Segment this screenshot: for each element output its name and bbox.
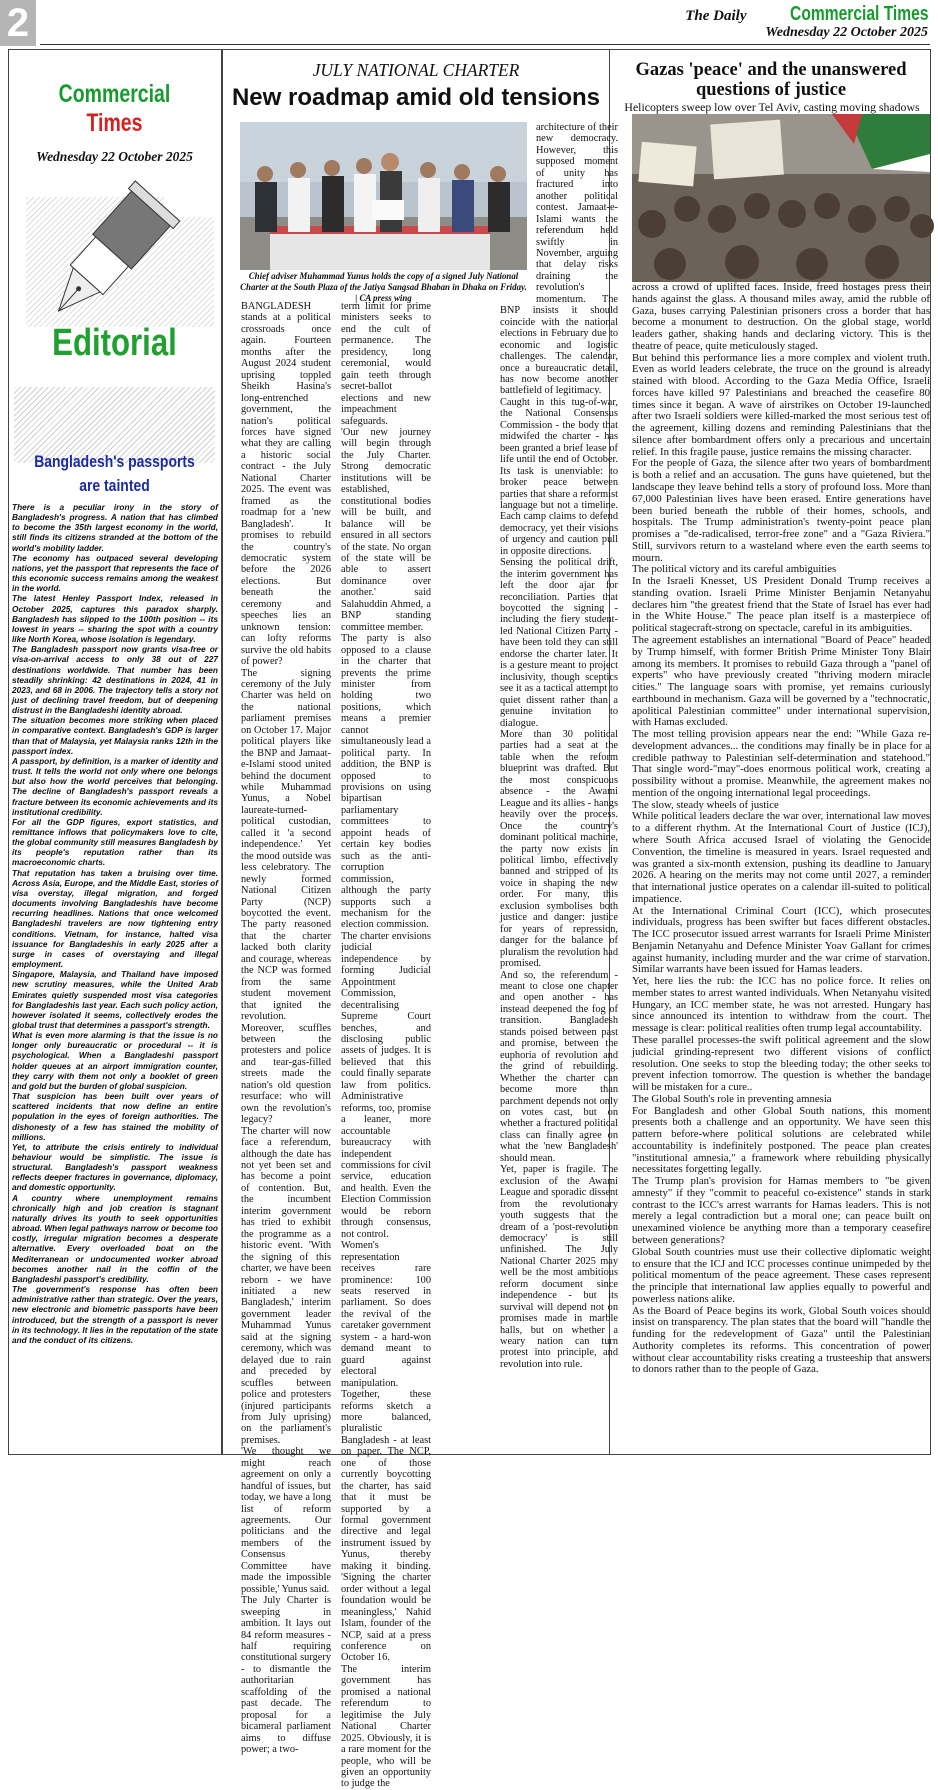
subheading: The Global South's role in preventing amnesia: [632, 1092, 832, 1105]
paragraph: Women's representation receives rare prominence: 100 seats reserved in parliament. So does the revival of the caretaker government system - a hard-won demand meant to guard against electoral manipulation. Together, these reforms sketch a more balanced, pluralistic Bangladesh - at least on paper. The NCP, one of those currently boycotting the charter, has said that it must be supported by a formal government directive and legal instrument issued by Yunus, thereby making it binding. 'Signing the charter order without a legal foundation would be meaningless,' Nahid Islam, founder of the NCP, said at a press conference on October 16.: [341, 1240, 431, 1664]
paragraph: The agreement establishes an international "Board of Peace" headed by Trump himself, with former British Prime Minister Tony Blair among its members. It promises to rebuild Gaza through a "panel of experts" who have previously created "thriving modern miracle cities." The language soars with promise, yet remains curiously earthbound in mechanism. Gaza will be governed by a "technocratic, apolitical Palestinian committee" under international supervision, with Hamas excluded.: [632, 633, 930, 729]
paragraph: The economy has outpaced several developing nations, yet the passport that represents the face of this economic success remains among the weakest in the world.: [12, 552, 218, 594]
paragraph: For all the GDP figures, export statistics, and remittance inflows that policymakers love to cite, the global community still measures Bangladesh by its people's reputation rather than its macroeconomic charts.: [12, 816, 218, 868]
paragraph: The latest Henley Passport Index, released in October 2025, captures this paradox sharply. Bangladesh has slipped to the 100th position -- its lowest in years -- sharing the spot with a country like North Korea, whose isolation is legendary.: [12, 593, 218, 645]
paragraph: The Bangladesh passport now grants visa-free or visa-on-arrival access to only 38 out of 227 destinations worldwide. That number has been steadily shrinking: 42 destinations in 2024, 41 in 2023, and 68 in 2006. The trajectory tells a story not just of declining travel freedom, but of deepening distrust in the Bangladeshi identity abroad.: [12, 644, 218, 716]
paragraph: For the people of Gaza, the silence after two years of bombardment is both a relief and an accusation. The guns have quietened, but the landscape they leave behind tells a story of profound loss. More than 67,000 Palestinian lives have been erased. Entire generations have been buried beneath the rubble of their homes, schools, and hospitals. The Trump administration's twenty-point peace plan promises a "de-radicalised, terror-free zone" and a "Gaza Riviera." Still, survivors return to a wasteland where even the earth seems to mourn.: [632, 457, 930, 564]
paragraph: At the International Criminal Court (ICC), which prosecutes individuals, progress has been swifter but faces different obstacles. The ICC prosecutor issued arrest warrants for Israeli Prime Minister Benjamin Netanyahu and Defence Minister Yoav Gallant for crimes against humanity, including murder and the war crime of starvation. Similar warrants have been issued for Hamas leaders.: [632, 904, 930, 976]
paragraph: Yet, to attribute the crisis entirely to individual behaviour would be simplistic. The issue is structural. Bangladesh's passport weakness reflects deeper fractures in governance, diplomacy, and domestic opportunity.: [12, 1141, 218, 1193]
paragraph: The situation becomes more striking when placed in comparative context. Bangladesh's GDP is larger than that of Malaysia, yet Malaysia ranks 12th in the passport index.: [12, 715, 218, 756]
article-kicker: JULY NATIONAL CHARTER: [312, 60, 520, 80]
photo-caption: Chief adviser Muhammad Yunus holds the copy of a signed July National Charter at the South Plaza of the Jatiya Sangsad Bhaban in Dhaka on Friday. | CA press wing: [240, 271, 527, 303]
paragraph: The interim government has promised a national referendum to legitimise the July National Charter 2025. Obviously, it is a rare moment for the people, who will be given an opportunity to judge the: [341, 1663, 431, 1790]
editorial-logo: [33, 80, 196, 138]
gaza-article-lead-line: Helicopters sweep low over Tel Aviv, casting moving shadows: [624, 100, 920, 114]
paragraph: 'Our new journey will begin through the July Charter. Strong democratic institutions will be established, constitutional bodies will be built, and balance will be ensured in all sectors of the state. No organ of the state will be able to assert dominance over another.' said Salahuddin Ahmed, a BNP standing committee member.: [341, 426, 431, 633]
masthead: [685, 3, 928, 26]
editorial-headline: [29, 450, 200, 498]
paragraph: More than 30 political parties had a seat at the table when the reform blueprint was drafted. But the most conspicuous absence - the Awami League and its allies - hangs heavily over the process. Once the country's dominant political machine, the party now exists in political limbo, effectively banned and stripped of its voice in shaping the new order. For many, this exclusion symbolises both justice and danger: justice for years of repression, danger for the balance of pluralism the revolution had promised.: [500, 729, 618, 970]
masthead-date: Wednesday 22 October 2025: [765, 25, 928, 40]
paragraph: That reputation has taken a bruising over time. Across Asia, Europe, and the Middle East, stories of visa overstay, illegal migration, and forged documents involving Bangladeshis have become recurring headlines. Nations that once welcomed Bangladeshi travelers are now tightening entry conditions. Vietnam, for instance, halted visa issuance for Bangladeshis in early 2025 after a surge in cases of overstaying and illegal employment.: [12, 867, 218, 970]
subheading: The political victory and its careful ambiguities: [632, 563, 837, 576]
page-number: 2: [0, 0, 36, 46]
photo-wrap-spacer: [500, 122, 536, 294]
paragraph: The charter envisions judicial independence by forming Judicial Appointment Commission, decentralising Supreme Court benches, and disclosing public assets of judges. It is believed that this could finally separate law from politics. Administrative reforms, too, promise a leaner, more accountable bureaucracy with independent commissions for civil service, education and health. Even the Election Commission would be reborn through consensus, not control.: [341, 930, 431, 1240]
masthead-the-daily: The Daily: [685, 8, 747, 24]
paragraph: Yet, here lies the rub: the ICC has no police force. It relies on member states to arrest wanted individuals. When Netanyahu visited Hungary, an ICC member state, he was not arrested. Hungary has since announced its intention to withdraw from the court. The message is clear: political realities often trump legal accountability.: [632, 975, 930, 1035]
editorial-column: [10, 52, 219, 1452]
paragraph: Sensing the political drift, the interim government has left the door ajar for reconciliation. Parties that boycotted the signing - including the fiery student-led National Citizen Party - have been told they can still endorse the charter later. It is a gesture meant to project inclusivity, though sceptics see it as a tactical attempt to quiet dissent rather than a genuine invitation to dialogue.: [500, 557, 618, 729]
paragraph: And so, the referendum - meant to close one chapter and open another - has instead deepened the fog of transition. Bangladesh stands poised between past and promise, between the euphoria of revolution and the grind of rebuilding. Whether the charter can become more than parchment depends not only on votes cast, but on whether a fractured political class can finally agree on what the 'new Bangladesh' should mean.: [500, 969, 618, 1164]
paragraph: across a crowd of uplifted faces. Inside, freed hostages press their hands against the glass. A thousand miles away, amid the rubble of Gaza, buses carrying Palestinian prisoners cross a border that has become a monument to destruction. On the global stage, world leaders gather, shaking hands and declaring victory. This is the theatre of peace, quite meticulously staged.: [632, 281, 930, 352]
paragraph: In the Israeli Knesset, US President Donald Trump receives a standing ovation. Israeli Prime Minister Benjamin Netanyahu declares him "the greatest friend that the State of Israel has ever had in the White House." The peace plan itself is a masterpiece of political stagecraft-strong on spectacle, careful in its ambiguities.: [632, 575, 930, 635]
article-column-2: [341, 301, 431, 1790]
top-rule: [40, 44, 930, 45]
paragraph: A country where unemployment remains chronically high and job creation is stagnant naturally drives its youth to seek opportunities abroad. When legal pathways narrow or become too costly, irregular migration becomes a desperate alternative. Every overloaded boat on the Mediterranean or undocumented worker abroad becomes another nail in the coffin of the Bangladeshi passport's credibility.: [12, 1192, 218, 1284]
logo-commercial: Commercial: [58, 80, 171, 108]
paragraph: The signing ceremony of the July Charter was held on the national parliament premises on October 17. Major political players like the BNP and Jamaat-e-Islami stood united behind the document while Muhammad Yunus, a Nobel laureate-turned-political custodian, called it 'a second independence.' Yet the mood outside was less celebratory. The newly formed National Citizen Party (NCP) boycotted the event. The party reasoned that the charter lacked both clarity and courage, whereas the NCP was formed from the same student movement that ignited the revolution. Moreover, scuffles between the protesters and police and tear-gas-filled streets made the nation's old question resurface: who will own the revolution's legacy?: [241, 667, 331, 1126]
paragraph: The government's response has often been administrative rather than strategic. Over the years, new electronic and biometric passports have been introduced, but the strength of a passport is never in its technology. It lies in the reputation of the state and the conduct of its citizens.: [12, 1284, 218, 1345]
editorial-section-title: Editorial: [52, 322, 177, 364]
paragraph: Caught in this tug-of-war, the National Consensus Commission - the body that midwifed the charter - has been granted a brief lease of life until the end of October. Its task is unenviable: to broker peace between parties that share a reformist language but not a timeline. Each camp claims to defend democracy, yet their visions of urgency and caution pull in opposite directions.: [500, 396, 618, 557]
paragraph: BANGLADESH stands at a political crossroads once again. Fourteen months after the August 2024 student uprising toppled Sheikh Hasina's long-entrenched government, the nation's political forces have signed what they are calling a historic social contract - the July National Charter 2025. The event was framed as the roadmap for a 'new Bangladesh'. It promises to rebuild the country's democratic system before the 2026 elections. But beneath the ceremony and speeches lies an unknown tension: can lofty reforms survive the old habits of power?: [241, 301, 331, 668]
article-column-1: [241, 301, 331, 1756]
column-rule-left: [221, 49, 223, 1455]
headline-line-1: Bangladesh's passports: [34, 452, 195, 471]
gaza-article-body: [632, 282, 930, 1452]
paragraph: Yet, paper is fragile. The exclusion of the Awami League and sporadic dissent from the revolutionary youth suggests that the dream of a 'post-revolution democracy' is still unfinished. The July National Charter 2025 may well be the most ambitious reform document since independence - but its survival will depend not on promises made in marble halls, but on whether a weary nation can turn protest into principle, and revolution into rule.: [500, 1164, 618, 1370]
paragraph: 'We thought we might reach agreement on only a handful of issues, but today, we have a long list of reform agreements. Our politicians and the members of the Consensus Committee have made the impossible possible,' Yunus said.: [241, 1446, 331, 1595]
gaza-article-title: Gazas 'peace' and the unanswered questions of justice: [635, 60, 907, 100]
paragraph: For Bangladesh and other Global South nations, this moment presents both a challenge and an opportunity. We have seen this pattern before-where political solutions are celebrated while accountability is indefinitely postponed. The peace plan creates "institutional amnesia," a framework where rebuilding physically necessitates forgetting legally.: [632, 1104, 930, 1176]
editorial-date: Wednesday 22 October 2025: [36, 149, 193, 164]
paragraph: But behind this performance lies a more complex and violent truth. Even as world leaders celebrate, the truce on the ground is already stained with blood. According to the Gaza Media Office, Israeli forces have killed 97 Palestinians and breached the ceasefire 80 times since it began. A wave of airstrikes on October 19-launched after two Israeli soldiers were killed-marked the most serious test of the agreement, killing dozens and reminding Palestinians that the silence after bombardment offers only a precarious and uncertain relief. In this fragile pause, justice remains the missing character.: [632, 351, 930, 458]
article-column-3: [500, 122, 618, 1450]
paragraph: These parallel processes-the swift political agreement and the slow judicial grinding-represent two different visions of conflict resolution. One seeks to stop the bleeding today; the other seeks to prevent infection tomorrow. The question is whether the bandage will be mistaken for a cure..: [632, 1034, 930, 1094]
paragraph: The charter will now face a referendum, although the date has not yet been set and has become a point of contention. But, the incumbent interim government has tried to exhibit the programme as a historic event. 'With the signing of this charter, we have been reborn - we have initiated a new Bangladesh,' interim government leader Muhammad Yunus said at the signing ceremony, which was delayed due to rain and preceded by scuffles between police and protesters (injured participants from July uprising) on the parliament's premises.: [241, 1125, 331, 1446]
editorial-body: [12, 502, 218, 1345]
paragraph: While political leaders declare the war over, international law moves to a different rhythm. At the International Court of Justice (ICJ), where South Africa accused Israel of violating the Genocide Convention, the timeline is measured in years. Israel requested and was granted a six-month extension, pushing its deadline to January 2026. A hearing on the merits may not come until 2027, a reminder that international justice operates on a calendar ill-suited to political impatience.: [632, 810, 930, 905]
paragraph: What is even more alarming is that the issue is no longer only bureaucratic or procedural -- it is psychological. When a Bangladeshi passport holder queues at an airport immigration counter, they carry with them not only a booklet of green and gold but the burden of global suspicion.: [12, 1030, 218, 1091]
paragraph: A passport, by definition, is a marker of identity and trust. It tells the world not only where one belongs but also how the world perceives that belonging. The decline of Bangladesh's passport reveals a fracture between its economic achievements and its institutional credibility.: [12, 755, 218, 817]
masthead-name: Commercial Times: [789, 3, 928, 25]
paragraph: The most telling provision appears near the end: "While Gaza re-development advances... the conditions may finally be in place for a credible pathway to Palestinian self-determination and statehood." That single word-"may"-does enormous political work, creating a possibility without a promise. Meanwhile, the agreement makes no mention of the ongoing international legal proceedings.: [632, 728, 930, 799]
paragraph: The Trump plan's provision for Hamas members to "be given amnesty" if they "commit to peaceful co-existence" stands in stark contrast to the ICC's arrest warrants for Hamas leaders. This is not merely a legal contradiction but a moral one; can peace built on unexamined violence be anything more than a temporary ceasefire between generations?: [632, 1175, 930, 1247]
paragraph: term limit for prime ministers seeks to end the cult of permanence. The presidency, long ceremonial, would gain teeth through secret-ballot elections and new impeachment safeguards.: [341, 301, 431, 427]
logo-times: Times: [86, 109, 143, 137]
subheading: The slow, steady wheels of justice: [632, 798, 779, 811]
paragraph: There is a peculiar irony in the story of Bangladesh's progress. A nation that has climbed to become the 35th largest economy in the world, still finds its citizens stranded at the bottom of the world's mobility ladder.: [12, 502, 218, 553]
protest-crowd-photo: [632, 114, 930, 282]
paragraph: architecture of their new democracy. However, this supposed moment of unity has fractured into another political contest. Jamaat-e-Islami wants the referendum held swiftly in November, arguing that delay risks draining the revolution's momentum. The BNP insists it should coincide with the national elections in February due to economic and logistic challenges. The calendar, once a bureaucratic detail, has now become another battlefield of legitimacy.: [500, 122, 618, 397]
paragraph: As the Board of Peace begins its work, Global South voices should insist on transparency. The plan states that the board will "handle the funding for the redevelopment of Gaza" until the Palestinian Authority completes its reforms. This concentration of power without clear accountability risks creating a trusteeship that answers to donors rather than to the people of Gaza.: [632, 1304, 930, 1376]
charter-signing-photo: [240, 122, 527, 270]
paragraph: The July Charter is sweeping in ambition. It lays out 84 reform measures - half requiring constitutional surgery - to dismantle the authoritarian scaffolding of the past decade. The proposal for a bicameral parliament aims to diffuse power; a two-: [241, 1595, 331, 1756]
paragraph: That suspicion has been built over years of scattered incidents that now define an entire population in the eyes of foreign authorities. The dishonesty of a few has stained the mobility of millions.: [12, 1091, 218, 1142]
article-title: New roadmap amid old tensions: [231, 84, 601, 111]
headline-line-2: are tainted: [79, 476, 150, 495]
paragraph: Global South countries must use their collective diplomatic weight to ensure that the ICJ and ICC processes continue unimpeded by the political momentum of the peace agreement. These cases represent the principle that international law applies equally to powerful and powerless nations alike.: [632, 1245, 930, 1305]
paragraph: The party is also opposed to a clause in the charter that prevents the prime minister from holding two positions, which means a premier cannot simultaneously lead a political party. In addition, the BNP is opposed to provisions on using bipartisan parliamentary committees to appoint heads of certain key bodies such as the anti-corruption commission, although the party supports such a mechanism for the election commission.: [341, 633, 431, 931]
fountain-pen-icon: [14, 177, 219, 327]
paragraph: Singapore, Malaysia, and Thailand have imposed new scrutiny measures, while the United Arab Emirates quietly suspended most visa categories for Bangladeshis last year. Each such policy action, however isolated it seems, collectively erodes the global trust that determines a passport's strength.: [12, 969, 218, 1030]
